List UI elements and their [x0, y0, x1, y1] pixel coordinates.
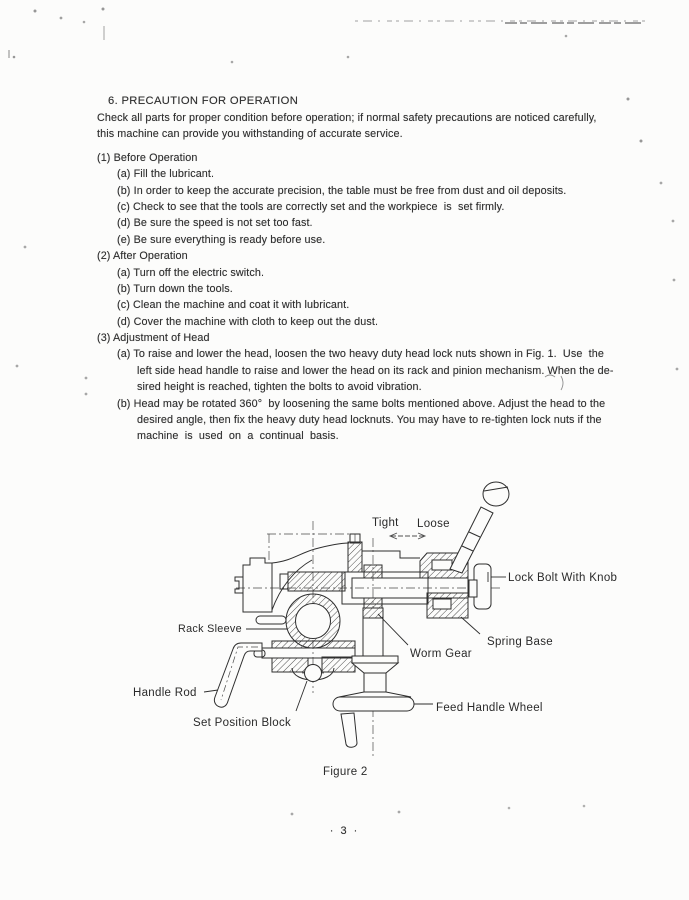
- adjustment-item-a-line-1: (a) To raise and lower the head, loosen the two heavy duty head lock nuts shown in Fig. 1. Use the: [117, 348, 604, 361]
- intro-line-2: this machine can provide you withstanding of accurate service.: [97, 128, 403, 141]
- feed-assembly: [333, 608, 414, 747]
- machine-head-drawing: [204, 482, 509, 756]
- lever-handle: [450, 482, 509, 573]
- before-operation-item-b: (b) In order to keep the accurate precision, the table must be free from dust and oil deposits.: [117, 184, 567, 197]
- handle-rod-label: Handle Rod: [133, 687, 197, 699]
- before-operation-item-a: (a) Fill the lubricant.: [117, 168, 215, 181]
- after-operation-item-a: (a) Turn off the electric switch.: [117, 266, 265, 279]
- page-number: · 3 ·: [329, 825, 360, 837]
- before-operation-item-e: (e) Be sure everything is ready before use.: [117, 233, 326, 246]
- before-operation-title: (1) Before Operation: [97, 151, 198, 164]
- after-operation-item-b: (b) Turn down the tools.: [117, 282, 233, 295]
- adjustment-item-b-line-1: (b) Head may be rotated 360° by loosening the same bolts mentioned above. Adjust the head to the: [117, 397, 606, 410]
- rack-sleeve-label: Rack Sleeve: [178, 623, 242, 635]
- rack-sleeve-bore: [286, 594, 340, 648]
- after-operation-item-c: (c) Clean the machine and coat it with lubricant.: [117, 299, 350, 312]
- adjustment-item-b-line-2: desired angle, then fix the heavy duty head locknuts. You may have to re-tighten lock nuts if the: [137, 414, 602, 427]
- loose-label: Loose: [417, 518, 450, 530]
- set-position-block-label: Set Position Block: [193, 717, 292, 729]
- before-operation-item-c: (c) Check to see that the tools are correctly set and the workpiece is set firmly.: [117, 200, 505, 213]
- after-operation-item-d: (d) Cover the machine with cloth to keep out the dust.: [117, 315, 379, 328]
- before-operation-item-d: (d) Be sure the speed is not set too fast.: [117, 217, 313, 230]
- after-operation-title: (2) After Operation: [97, 250, 188, 263]
- spring-base-label: Spring Base: [487, 636, 553, 648]
- adjustment-of-head-title: (3) Adjustment of Head: [97, 332, 210, 345]
- scan-noise: [9, 8, 678, 815]
- handle-rod-part: [214, 643, 262, 707]
- section-heading: 6. PRECAUTION FOR OPERATION: [108, 95, 299, 107]
- feed-handle-wheel-label: Feed Handle Wheel: [436, 702, 543, 714]
- intro-line-1: Check all parts for proper condition before operation; if normal safety precautions are noticed carefully,: [97, 112, 597, 124]
- set-position-block-part: [305, 665, 322, 682]
- adjustment-item-a-line-2: left side head handle to raise and lower the head on its rack and pinion mechanism. When the de-: [137, 364, 614, 377]
- lock-bolt-label: Lock Bolt With Knob: [508, 572, 618, 584]
- worm-gear-label: Worm Gear: [410, 648, 472, 660]
- tight-loose-arrow: [390, 533, 425, 539]
- tight-label: Tight: [372, 517, 399, 529]
- lock-bolt-knob-part: [469, 564, 491, 609]
- figure-caption: Figure 2: [323, 766, 368, 778]
- adjustment-item-b-line-3: machine is used on a continual basis.: [137, 430, 339, 443]
- adjustment-item-a-line-3: sired height is reached, tighten the bolts to avoid vibration.: [137, 381, 422, 394]
